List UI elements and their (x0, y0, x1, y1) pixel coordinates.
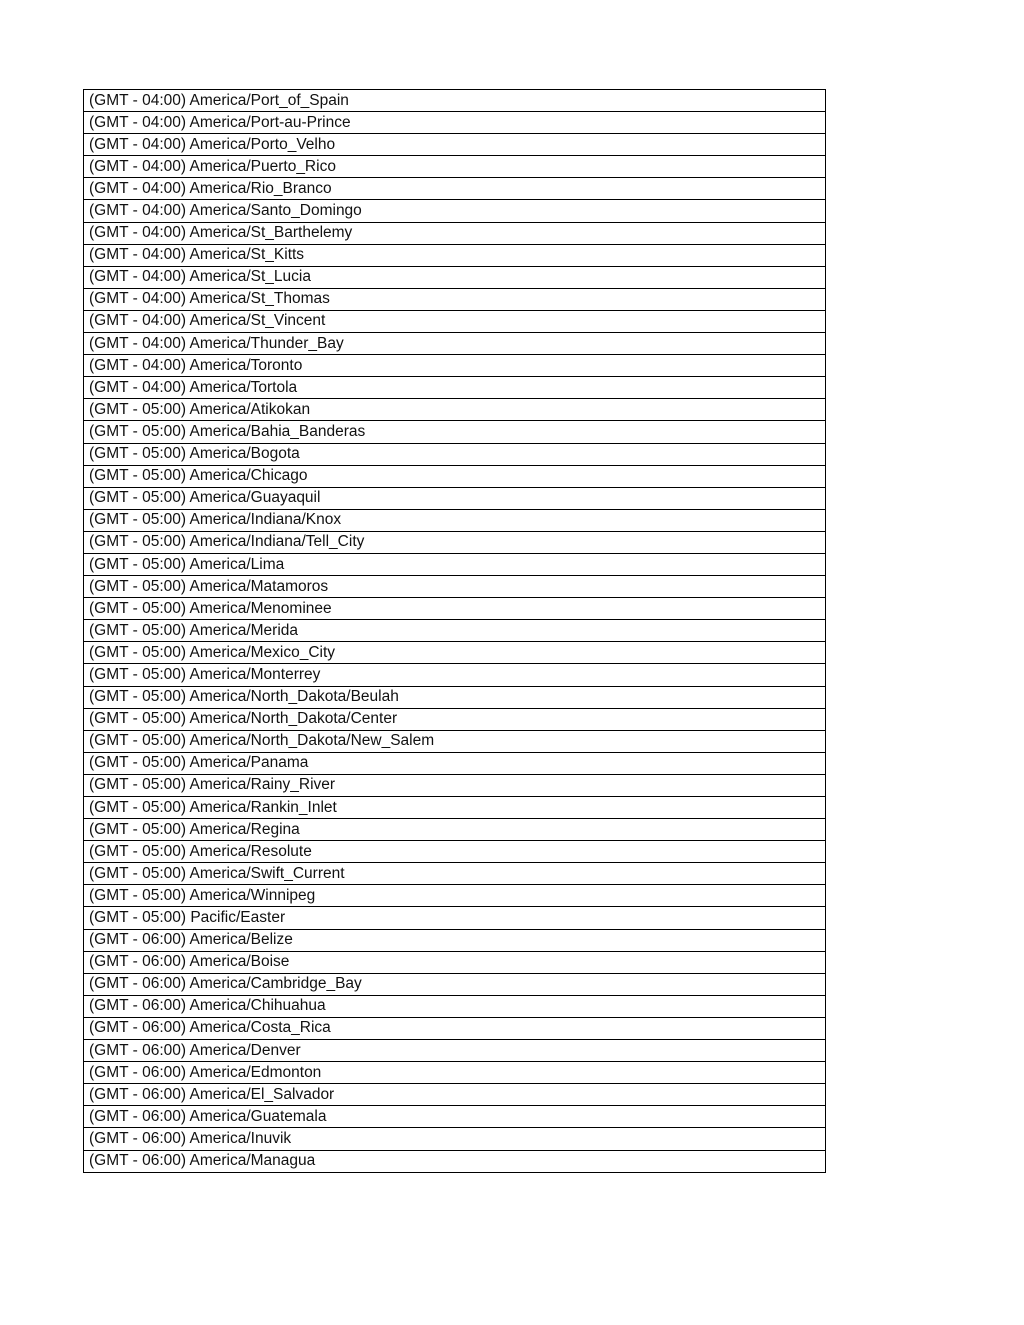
timezone-cell: (GMT - 06:00) America/Cambridge_Bay (84, 973, 826, 995)
table-row (84, 995, 826, 1017)
timezone-cell: (GMT - 04:00) America/Thunder_Bay (84, 333, 826, 355)
table-row (84, 752, 826, 774)
table-row (84, 774, 826, 796)
timezone-cell: (GMT - 05:00) America/Indiana/Tell_City (84, 531, 826, 553)
table-row (84, 531, 826, 553)
timezone-cell: (GMT - 06:00) America/Managua (84, 1150, 826, 1172)
timezone-cell: (GMT - 05:00) America/Menominee (84, 598, 826, 620)
table-row (84, 266, 826, 288)
timezone-cell: (GMT - 05:00) America/Guayaquil (84, 487, 826, 509)
timezone-cell: (GMT - 05:00) America/North_Dakota/Center (84, 708, 826, 730)
timezone-cell: (GMT - 06:00) America/Edmonton (84, 1062, 826, 1084)
table-row (84, 355, 826, 377)
timezone-cell: (GMT - 05:00) America/Lima (84, 553, 826, 575)
timezone-cell: (GMT - 04:00) America/Port-au-Prince (84, 112, 826, 134)
table-row (84, 664, 826, 686)
table-row (84, 200, 826, 222)
timezone-table (83, 89, 826, 1173)
timezone-cell: (GMT - 04:00) America/St_Kitts (84, 244, 826, 266)
table-row (84, 642, 826, 664)
table-row (84, 620, 826, 642)
table-row (84, 951, 826, 973)
timezone-cell: (GMT - 04:00) America/St_Vincent (84, 310, 826, 332)
table-row (84, 907, 826, 929)
timezone-cell: (GMT - 05:00) America/Bahia_Banderas (84, 421, 826, 443)
timezone-cell: (GMT - 05:00) America/Merida (84, 620, 826, 642)
table-row (84, 421, 826, 443)
table-row (84, 112, 826, 134)
timezone-cell: (GMT - 04:00) America/St_Lucia (84, 266, 826, 288)
timezone-cell: (GMT - 06:00) America/Boise (84, 951, 826, 973)
table-row (84, 885, 826, 907)
table-row (84, 288, 826, 310)
timezone-cell: (GMT - 06:00) America/Denver (84, 1040, 826, 1062)
timezone-cell: (GMT - 05:00) America/Winnipeg (84, 885, 826, 907)
timezone-cell: (GMT - 04:00) America/Rio_Branco (84, 178, 826, 200)
timezone-cell: (GMT - 06:00) America/Costa_Rica (84, 1017, 826, 1039)
table-row (84, 708, 826, 730)
table-row (84, 134, 826, 156)
timezone-cell: (GMT - 05:00) America/Rainy_River (84, 774, 826, 796)
table-row (84, 244, 826, 266)
table-row (84, 222, 826, 244)
table-row (84, 1106, 826, 1128)
table-row (84, 1062, 826, 1084)
table-row (84, 156, 826, 178)
table-row (84, 598, 826, 620)
timezone-cell: (GMT - 05:00) America/Indiana/Knox (84, 509, 826, 531)
table-row (84, 819, 826, 841)
table-row (84, 1084, 826, 1106)
timezone-cell: (GMT - 04:00) America/Tortola (84, 377, 826, 399)
timezone-cell: (GMT - 04:00) America/St_Barthelemy (84, 222, 826, 244)
table-row (84, 1150, 826, 1172)
timezone-cell: (GMT - 05:00) America/Resolute (84, 841, 826, 863)
timezone-cell: (GMT - 04:00) America/St_Thomas (84, 288, 826, 310)
table-row (84, 1040, 826, 1062)
timezone-cell: (GMT - 05:00) America/Panama (84, 752, 826, 774)
timezone-cell: (GMT - 05:00) America/North_Dakota/New_Salem (84, 730, 826, 752)
table-row (84, 487, 826, 509)
table-row (84, 310, 826, 332)
table-row (84, 553, 826, 575)
timezone-cell: (GMT - 04:00) America/Toronto (84, 355, 826, 377)
timezone-cell: (GMT - 05:00) America/North_Dakota/Beulah (84, 686, 826, 708)
timezone-cell: (GMT - 04:00) America/Porto_Velho (84, 134, 826, 156)
table-row (84, 863, 826, 885)
timezone-cell: (GMT - 05:00) Pacific/Easter (84, 907, 826, 929)
table-row (84, 90, 826, 112)
timezone-cell: (GMT - 04:00) America/Santo_Domingo (84, 200, 826, 222)
table-row (84, 841, 826, 863)
table-row (84, 333, 826, 355)
table-row (84, 178, 826, 200)
table-row (84, 377, 826, 399)
timezone-table-body (84, 90, 826, 1173)
timezone-cell: (GMT - 06:00) America/Guatemala (84, 1106, 826, 1128)
timezone-cell: (GMT - 05:00) America/Swift_Current (84, 863, 826, 885)
table-row (84, 686, 826, 708)
timezone-cell: (GMT - 06:00) America/El_Salvador (84, 1084, 826, 1106)
table-row (84, 929, 826, 951)
timezone-cell: (GMT - 05:00) America/Matamoros (84, 576, 826, 598)
table-row (84, 797, 826, 819)
table-row (84, 399, 826, 421)
table-row (84, 1017, 826, 1039)
table-row (84, 576, 826, 598)
table-row (84, 443, 826, 465)
table-row (84, 509, 826, 531)
timezone-cell: (GMT - 05:00) America/Mexico_City (84, 642, 826, 664)
table-row (84, 465, 826, 487)
timezone-cell: (GMT - 05:00) America/Regina (84, 819, 826, 841)
table-row (84, 973, 826, 995)
timezone-cell: (GMT - 05:00) America/Bogota (84, 443, 826, 465)
timezone-cell: (GMT - 05:00) America/Atikokan (84, 399, 826, 421)
table-row (84, 730, 826, 752)
table-row (84, 1128, 826, 1150)
timezone-cell: (GMT - 05:00) America/Rankin_Inlet (84, 797, 826, 819)
timezone-cell: (GMT - 04:00) America/Port_of_Spain (84, 90, 826, 112)
timezone-cell: (GMT - 06:00) America/Inuvik (84, 1128, 826, 1150)
timezone-cell: (GMT - 05:00) America/Monterrey (84, 664, 826, 686)
timezone-cell: (GMT - 06:00) America/Belize (84, 929, 826, 951)
timezone-cell: (GMT - 04:00) America/Puerto_Rico (84, 156, 826, 178)
timezone-cell: (GMT - 06:00) America/Chihuahua (84, 995, 826, 1017)
timezone-cell: (GMT - 05:00) America/Chicago (84, 465, 826, 487)
